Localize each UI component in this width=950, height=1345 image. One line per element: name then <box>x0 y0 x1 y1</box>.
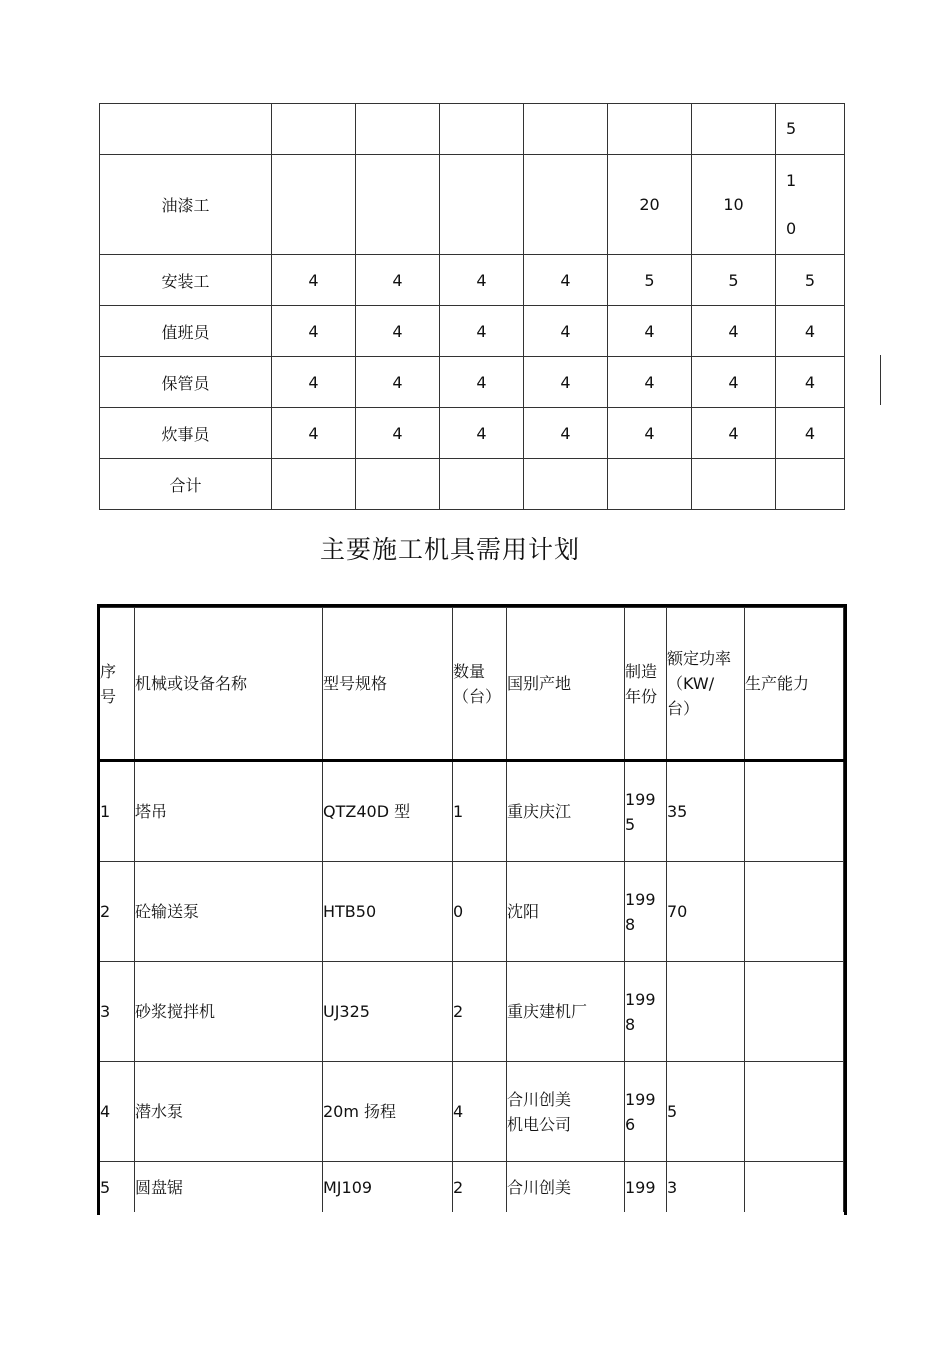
equipment-table-frame <box>97 604 847 1215</box>
labor-count-cell <box>524 104 608 155</box>
labor-count-cell: 4 <box>440 408 524 459</box>
equipment-cell: 35 <box>667 761 745 862</box>
equipment-cell: 重庆庆江 <box>507 761 625 862</box>
labor-count-cell: 4 <box>776 357 845 408</box>
labor-count-cell <box>272 459 356 510</box>
equipment-cell: 5 <box>667 1062 745 1162</box>
labor-table <box>99 103 845 510</box>
equipment-cell <box>745 862 844 962</box>
labor-count-cell: 4 <box>440 357 524 408</box>
equipment-header-cell: 序 号 <box>100 608 135 761</box>
labor-count-cell: 5 <box>692 255 776 306</box>
equipment-header-cell: 额定功率 （KW/ 台） <box>667 608 745 761</box>
labor-count-cell: 5 <box>608 255 692 306</box>
equipment-cell: 199 8 <box>625 862 667 962</box>
labor-count-cell: 4 <box>440 306 524 357</box>
labor-count-cell: 10 <box>692 155 776 255</box>
equipment-cell: 沈阳 <box>507 862 625 962</box>
labor-count-cell <box>440 104 524 155</box>
labor-role-cell: 炊事员 <box>100 408 272 459</box>
equipment-cell <box>745 1062 844 1162</box>
labor-role-cell: 值班员 <box>100 306 272 357</box>
labor-count-cell: 4 <box>356 357 440 408</box>
equipment-cell: 塔吊 <box>135 761 323 862</box>
equipment-cell <box>745 962 844 1062</box>
labor-role-cell: 合计 <box>100 459 272 510</box>
equipment-cell: MJ109 <box>323 1162 453 1213</box>
equipment-cell: 2 <box>453 1162 507 1213</box>
equipment-cell: 潜水泵 <box>135 1062 323 1162</box>
margin-line <box>880 355 881 405</box>
labor-count-cell <box>524 459 608 510</box>
equipment-cell: 20m 扬程 <box>323 1062 453 1162</box>
labor-count-cell: 5 <box>776 255 845 306</box>
labor-count-cell <box>440 459 524 510</box>
equipment-header-cell: 机械或设备名称 <box>135 608 323 761</box>
equipment-row <box>100 1062 844 1162</box>
equipment-row <box>100 761 844 862</box>
labor-row <box>100 155 845 255</box>
equipment-cell: 合川创美 机电公司 <box>507 1062 625 1162</box>
equipment-cell: 2 <box>100 862 135 962</box>
labor-count-cell: 4 <box>524 357 608 408</box>
equipment-header-cell: 国别产地 <box>507 608 625 761</box>
equipment-cell: 199 6 <box>625 1062 667 1162</box>
labor-count-cell: 4 <box>608 306 692 357</box>
equipment-cell: 砼输送泵 <box>135 862 323 962</box>
equipment-cell: 合川创美 <box>507 1162 625 1213</box>
equipment-header-cell: 型号规格 <box>323 608 453 761</box>
equipment-cell: 2 <box>453 962 507 1062</box>
labor-count-cell: 4 <box>524 408 608 459</box>
equipment-cell <box>745 761 844 862</box>
labor-count-cell: 4 <box>692 306 776 357</box>
equipment-cell <box>667 962 745 1062</box>
equipment-cell: 重庆建机厂 <box>507 962 625 1062</box>
labor-count-cell: 1 0 <box>776 155 845 255</box>
labor-count-cell: 5 <box>776 104 845 155</box>
equipment-row <box>100 862 844 962</box>
labor-role-cell: 保管员 <box>100 357 272 408</box>
equipment-cell: 199 5 <box>625 761 667 862</box>
labor-count-cell: 4 <box>356 255 440 306</box>
labor-count-cell: 4 <box>524 306 608 357</box>
labor-count-cell <box>608 459 692 510</box>
equipment-cell: 1 <box>453 761 507 862</box>
labor-count-cell: 4 <box>692 408 776 459</box>
labor-count-cell: 4 <box>272 255 356 306</box>
labor-count-cell: 4 <box>608 357 692 408</box>
equipment-cell: 4 <box>100 1062 135 1162</box>
labor-count-cell <box>356 104 440 155</box>
labor-count-cell <box>692 459 776 510</box>
labor-row <box>100 306 845 357</box>
equipment-cell: 0 <box>453 862 507 962</box>
labor-count-cell <box>272 104 356 155</box>
equipment-cell: 70 <box>667 862 745 962</box>
equipment-cell: 199 8 <box>625 962 667 1062</box>
labor-count-cell <box>776 459 845 510</box>
equipment-cell: QTZ40D 型 <box>323 761 453 862</box>
equipment-header-cell: 生产能力 <box>745 608 844 761</box>
labor-row <box>100 357 845 408</box>
equipment-cell: 3 <box>667 1162 745 1213</box>
labor-row <box>100 255 845 306</box>
labor-count-cell: 4 <box>272 306 356 357</box>
labor-count-cell <box>440 155 524 255</box>
labor-count-cell: 4 <box>440 255 524 306</box>
labor-count-cell: 4 <box>608 408 692 459</box>
labor-count-cell <box>608 104 692 155</box>
equipment-cell: UJ325 <box>323 962 453 1062</box>
labor-row <box>100 104 845 155</box>
equipment-cell: HTB50 <box>323 862 453 962</box>
labor-count-cell: 4 <box>776 306 845 357</box>
equipment-row <box>100 962 844 1062</box>
equipment-table <box>99 607 844 1212</box>
equipment-cell: 圆盘锯 <box>135 1162 323 1213</box>
equipment-cell: 4 <box>453 1062 507 1162</box>
labor-count-cell: 4 <box>692 357 776 408</box>
labor-count-cell <box>356 155 440 255</box>
equipment-cell: 砂浆搅拌机 <box>135 962 323 1062</box>
labor-count-cell: 4 <box>524 255 608 306</box>
labor-count-cell: 20 <box>608 155 692 255</box>
equipment-header-cell: 制造 年份 <box>625 608 667 761</box>
equipment-cell <box>745 1162 844 1213</box>
labor-count-cell <box>692 104 776 155</box>
labor-count-cell: 4 <box>356 306 440 357</box>
labor-count-cell <box>272 155 356 255</box>
equipment-row <box>100 1162 844 1213</box>
equipment-header-row <box>100 608 844 761</box>
equipment-header-cell: 数量 （台） <box>453 608 507 761</box>
equipment-cell: 199 <box>625 1162 667 1213</box>
labor-count-cell <box>356 459 440 510</box>
labor-row <box>100 459 845 510</box>
equipment-cell: 5 <box>100 1162 135 1213</box>
labor-role-cell: 油漆工 <box>100 155 272 255</box>
labor-role-cell <box>100 104 272 155</box>
labor-count-cell: 4 <box>272 408 356 459</box>
labor-row <box>100 408 845 459</box>
page-title: 主要施工机具需用计划 <box>319 535 580 564</box>
equipment-cell: 3 <box>100 962 135 1062</box>
labor-count-cell <box>524 155 608 255</box>
labor-count-cell: 4 <box>776 408 845 459</box>
labor-count-cell: 4 <box>272 357 356 408</box>
labor-role-cell: 安装工 <box>100 255 272 306</box>
labor-count-cell: 4 <box>356 408 440 459</box>
equipment-cell: 1 <box>100 761 135 862</box>
